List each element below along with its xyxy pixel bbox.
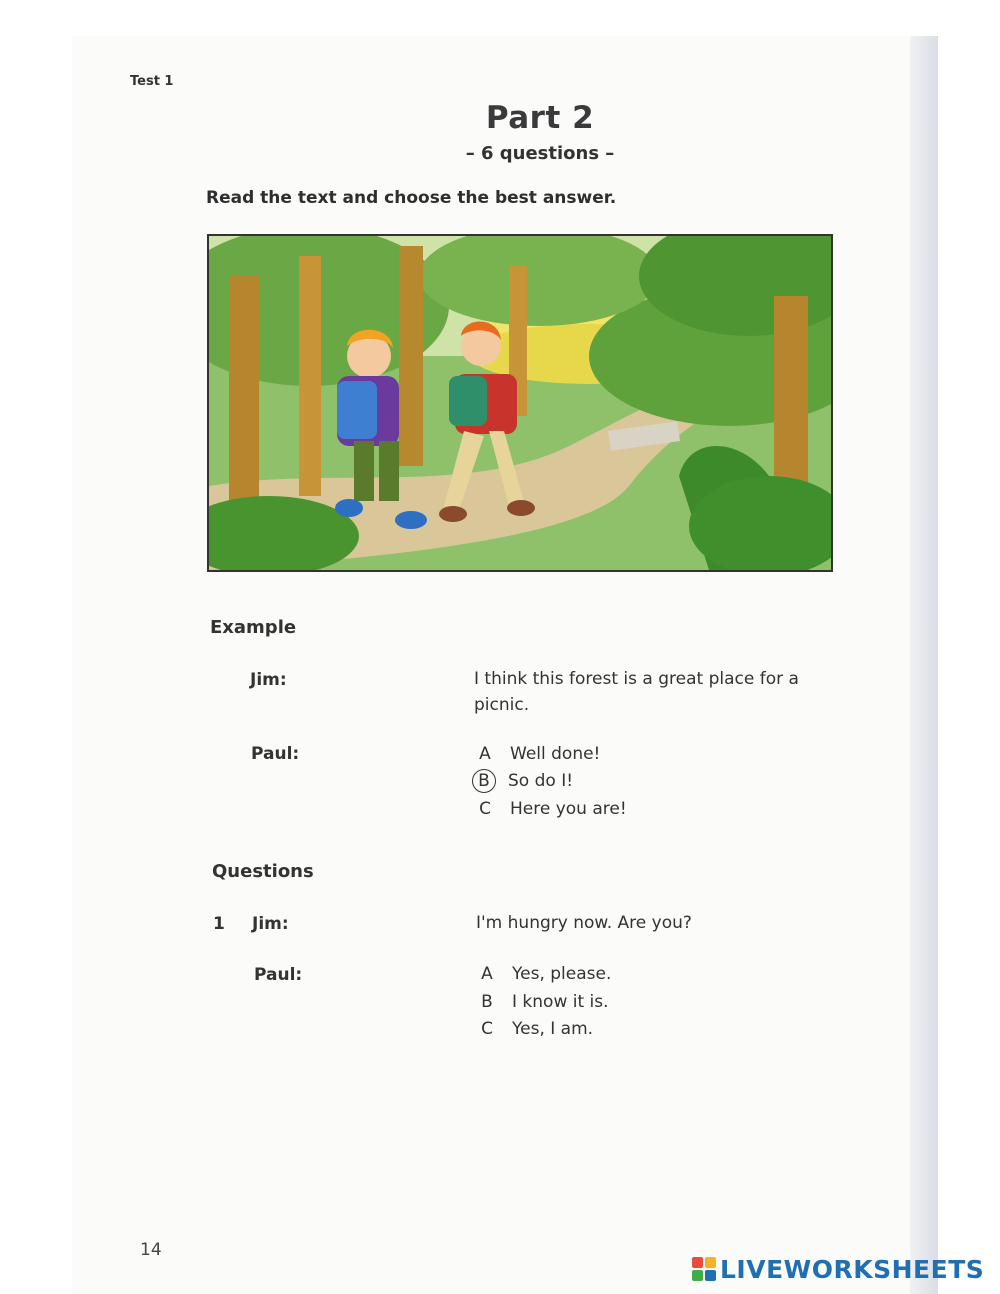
option-letter: A <box>481 964 493 984</box>
option-text: Well done! <box>510 744 601 764</box>
page-number: 14 <box>140 1240 162 1260</box>
selected-answer-circle: B <box>472 769 496 793</box>
option-letter: B <box>481 992 493 1012</box>
example-option-b <box>474 768 573 794</box>
questions-heading: Questions <box>212 861 314 882</box>
option-letter: C <box>479 799 491 819</box>
example-prompt-text: I think this forest is a great place for a picnic. <box>474 669 799 715</box>
forest-illustration <box>207 234 833 572</box>
question-1-option-c[interactable] <box>476 1016 593 1042</box>
option-text: Here you are! <box>510 799 627 819</box>
brand-squares-icon <box>692 1257 716 1281</box>
question-1-option-a[interactable] <box>476 961 611 987</box>
option-text: So do I! <box>508 771 574 791</box>
option-text: Yes, I am. <box>512 1019 594 1039</box>
part-title: Part 2 <box>485 100 595 136</box>
option-text: Yes, please. <box>512 964 612 984</box>
option-text: I know it is. <box>512 992 609 1012</box>
example-option-c <box>474 796 627 822</box>
worksheet-page <box>72 36 934 1294</box>
part-subtitle: – 6 questions – <box>465 143 615 164</box>
example-heading: Example <box>210 617 297 638</box>
instruction-text: Read the text and choose the best answer. <box>206 188 617 208</box>
option-letter: C <box>481 1019 493 1039</box>
question-1-speaker-jim: Jim: <box>252 914 289 934</box>
brand-name: LIVEWORKSHEETS <box>720 1254 985 1284</box>
question-1-option-b[interactable] <box>476 989 609 1015</box>
page-edge-shadow <box>910 36 938 1294</box>
example-speaker-jim: Jim: <box>250 670 287 690</box>
test-label: Test 1 <box>130 74 174 89</box>
option-letter: A <box>479 744 491 764</box>
example-speaker-paul: Paul: <box>251 744 300 764</box>
question-1-speaker-paul: Paul: <box>254 965 303 985</box>
question-number: 1 <box>213 914 225 934</box>
example-option-a <box>474 741 600 767</box>
question-1-prompt-text: I'm hungry now. Are you? <box>476 913 692 933</box>
liveworksheets-logo[interactable] <box>692 1254 984 1284</box>
